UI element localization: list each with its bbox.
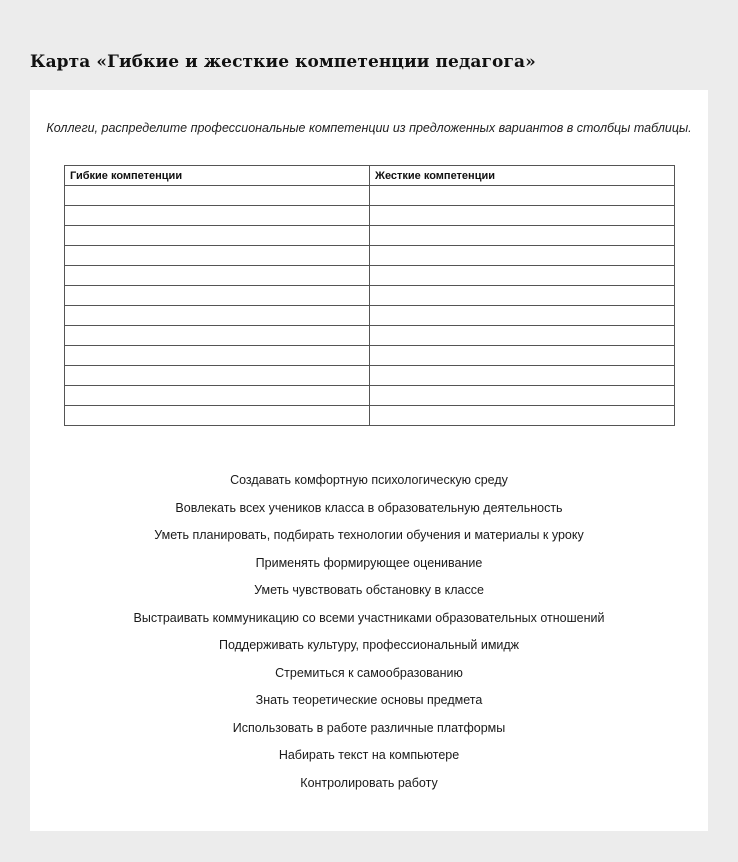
instruction-text: Коллеги, распределите профессиональные компетенции из предложенных вариантов в столбцы таблицы. <box>46 121 692 135</box>
soft-skill-cell[interactable] <box>65 206 370 226</box>
table-row <box>65 186 675 206</box>
option-item: Использовать в работе различные платформы <box>232 720 506 735</box>
option-item: Уметь планировать, подбирать технологии обучения и материалы к уроку <box>154 528 584 542</box>
hard-skill-cell[interactable] <box>370 286 675 306</box>
option-item: Стремиться к самообразованию <box>275 665 463 680</box>
worksheet <box>30 90 708 831</box>
hard-skill-cell[interactable] <box>370 186 675 206</box>
table-row <box>65 246 675 266</box>
hard-skill-cell[interactable] <box>370 366 675 386</box>
table-row <box>65 286 675 306</box>
soft-skill-cell[interactable] <box>65 286 370 306</box>
option-item: Уметь чувствовать обстановку в классе <box>254 583 484 597</box>
hard-skill-cell[interactable] <box>370 406 675 426</box>
table-row <box>65 306 675 326</box>
table-row <box>65 206 675 226</box>
hard-skill-cell[interactable] <box>370 266 675 286</box>
table-row <box>65 226 675 246</box>
soft-skill-cell[interactable] <box>65 246 370 266</box>
soft-skill-cell[interactable] <box>65 186 370 206</box>
competencies-table <box>64 165 675 426</box>
page-title: Карта «Гибкие и жесткие компетенции педагога» <box>30 52 536 72</box>
hard-skills-header: Жесткие компетенции <box>370 166 675 186</box>
option-item: Знать теоретические основы предмета <box>255 693 483 707</box>
hard-skill-cell[interactable] <box>370 346 675 366</box>
table-header-row <box>65 166 675 186</box>
table-row <box>65 346 675 366</box>
hard-skill-cell[interactable] <box>370 246 675 266</box>
option-item: Набирать текст на компьютере <box>278 748 460 762</box>
hard-skill-cell[interactable] <box>370 206 675 226</box>
table-body <box>65 186 675 426</box>
competency-options-list <box>30 472 708 802</box>
soft-skill-cell[interactable] <box>65 386 370 406</box>
soft-skill-cell[interactable] <box>65 406 370 426</box>
hard-skill-cell[interactable] <box>370 226 675 246</box>
table-row <box>65 366 675 386</box>
option-item: Создавать комфортную психологическую среду <box>230 473 508 487</box>
option-item: Выстраивать коммуникацию со всеми участниками образовательных отношений <box>133 610 605 625</box>
hard-skill-cell[interactable] <box>370 386 675 406</box>
soft-skill-cell[interactable] <box>65 346 370 366</box>
soft-skill-cell[interactable] <box>65 366 370 386</box>
option-item: Вовлекать всех учеников класса в образовательную деятельность <box>175 500 563 515</box>
table-row <box>65 386 675 406</box>
soft-skills-header: Гибкие компетенции <box>65 166 370 186</box>
table-row <box>65 406 675 426</box>
soft-skill-cell[interactable] <box>65 306 370 326</box>
soft-skill-cell[interactable] <box>65 266 370 286</box>
option-item: Контролировать работу <box>300 775 438 790</box>
option-item: Применять формирующее оценивание <box>255 555 483 570</box>
soft-skill-cell[interactable] <box>65 226 370 246</box>
option-item: Поддерживать культуру, профессиональный имидж <box>218 638 520 652</box>
hard-skill-cell[interactable] <box>370 326 675 346</box>
hard-skill-cell[interactable] <box>370 306 675 326</box>
table-row <box>65 326 675 346</box>
soft-skill-cell[interactable] <box>65 326 370 346</box>
table-row <box>65 266 675 286</box>
